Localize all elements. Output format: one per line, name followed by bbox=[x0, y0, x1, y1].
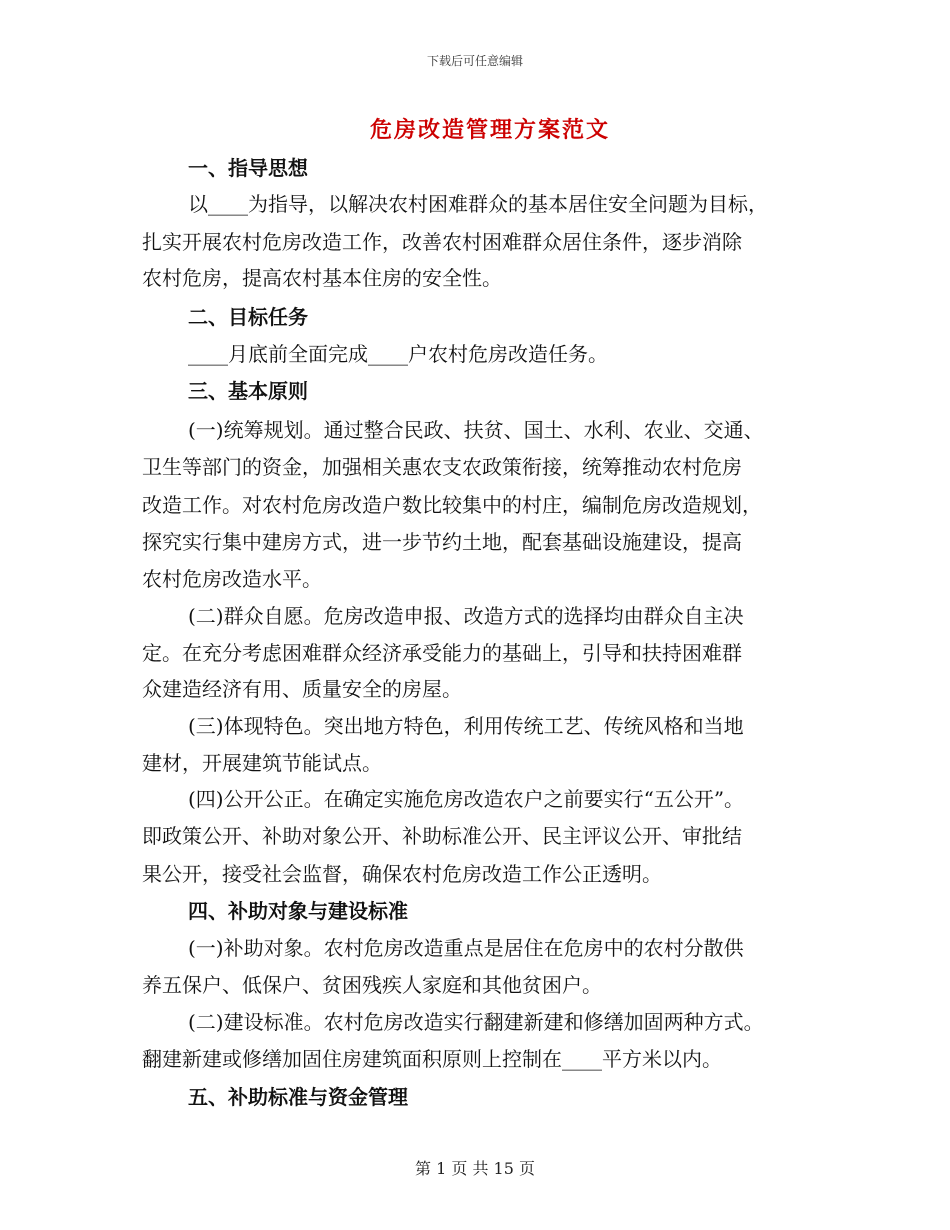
paragraph-line: (三)体现特色。突出地方特色，利用传统工艺、传统风格和当地 bbox=[188, 714, 744, 738]
page-header-note: 下载后可任意编辑 bbox=[426, 54, 523, 68]
paragraph-line: (四)公开公正。在确定实施危房改造农户之前要实行“五公开”。 bbox=[188, 787, 745, 811]
section-heading: 五、补助标准与资金管理 bbox=[188, 1085, 408, 1109]
paragraph-line: 农村危房，提高农村基本住房的安全性。 bbox=[142, 266, 502, 290]
paragraph-line: 改造工作。对农村危房改造户数比较集中的村庄，编制危房改造规划， bbox=[142, 493, 762, 517]
page-footer: 第 1 页 共 15 页 bbox=[415, 1159, 535, 1178]
paragraph-line: 探究实行集中建房方式，进一步节约土地，配套基础设施建设，提高 bbox=[142, 530, 742, 554]
paragraph-line: 果公开，接受社会监督，确保农村危房改造工作公正透明。 bbox=[142, 862, 662, 886]
paragraph-line: (二)建设标准。农村危房改造实行翻建新建和修缮加固两种方式。 bbox=[188, 1010, 764, 1034]
paragraph-line: (二)群众自愿。危房改造申报、改造方式的选择均由群众自主决 bbox=[188, 604, 744, 628]
paragraph-line: 建材，开展建筑节能试点。 bbox=[142, 751, 382, 775]
paragraph-line: ____月底前全面完成____户农村危房改造任务。 bbox=[188, 342, 608, 366]
section-heading: 一、指导思想 bbox=[188, 156, 308, 180]
paragraph-line: 即政策公开、补助对象公开、补助标准公开、民主评议公开、审批结 bbox=[142, 824, 742, 848]
paragraph-line: 翻建新建或修缮加固住房建筑面积原则上控制在____平方米以内。 bbox=[142, 1047, 722, 1071]
paragraph-line: 卫生等部门的资金，加强相关惠农支农政策衔接，统筹推动农村危房 bbox=[142, 455, 742, 479]
section-heading: 二、目标任务 bbox=[188, 305, 308, 329]
paragraph-line: 众建造经济有用、质量安全的房屋。 bbox=[142, 677, 462, 701]
paragraph-line: (一)统筹规划。通过整合民政、扶贫、国土、水利、农业、交通、 bbox=[188, 418, 764, 442]
paragraph-line: 农村危房改造水平。 bbox=[142, 567, 322, 591]
paragraph-line: 扎实开展农村危房改造工作，改善农村困难群众居住条件，逐步消除 bbox=[142, 230, 742, 254]
paragraph-line: 定。在充分考虑困难群众经济承受能力的基础上，引导和扶持困难群 bbox=[142, 641, 742, 665]
section-heading: 三、基本原则 bbox=[188, 379, 308, 403]
section-heading: 四、补助对象与建设标准 bbox=[188, 899, 408, 923]
paragraph-line: 养五保户、低保户、贫困残疾人家庭和其他贫困户。 bbox=[142, 973, 602, 997]
document-title: 危房改造管理方案范文 bbox=[369, 117, 610, 143]
paragraph-line: (一)补助对象。农村危房改造重点是居住在危房中的农村分散供 bbox=[188, 936, 744, 960]
paragraph-line: 以____为指导，以解决农村困难群众的基本居住安全问题为目标， bbox=[188, 192, 768, 216]
